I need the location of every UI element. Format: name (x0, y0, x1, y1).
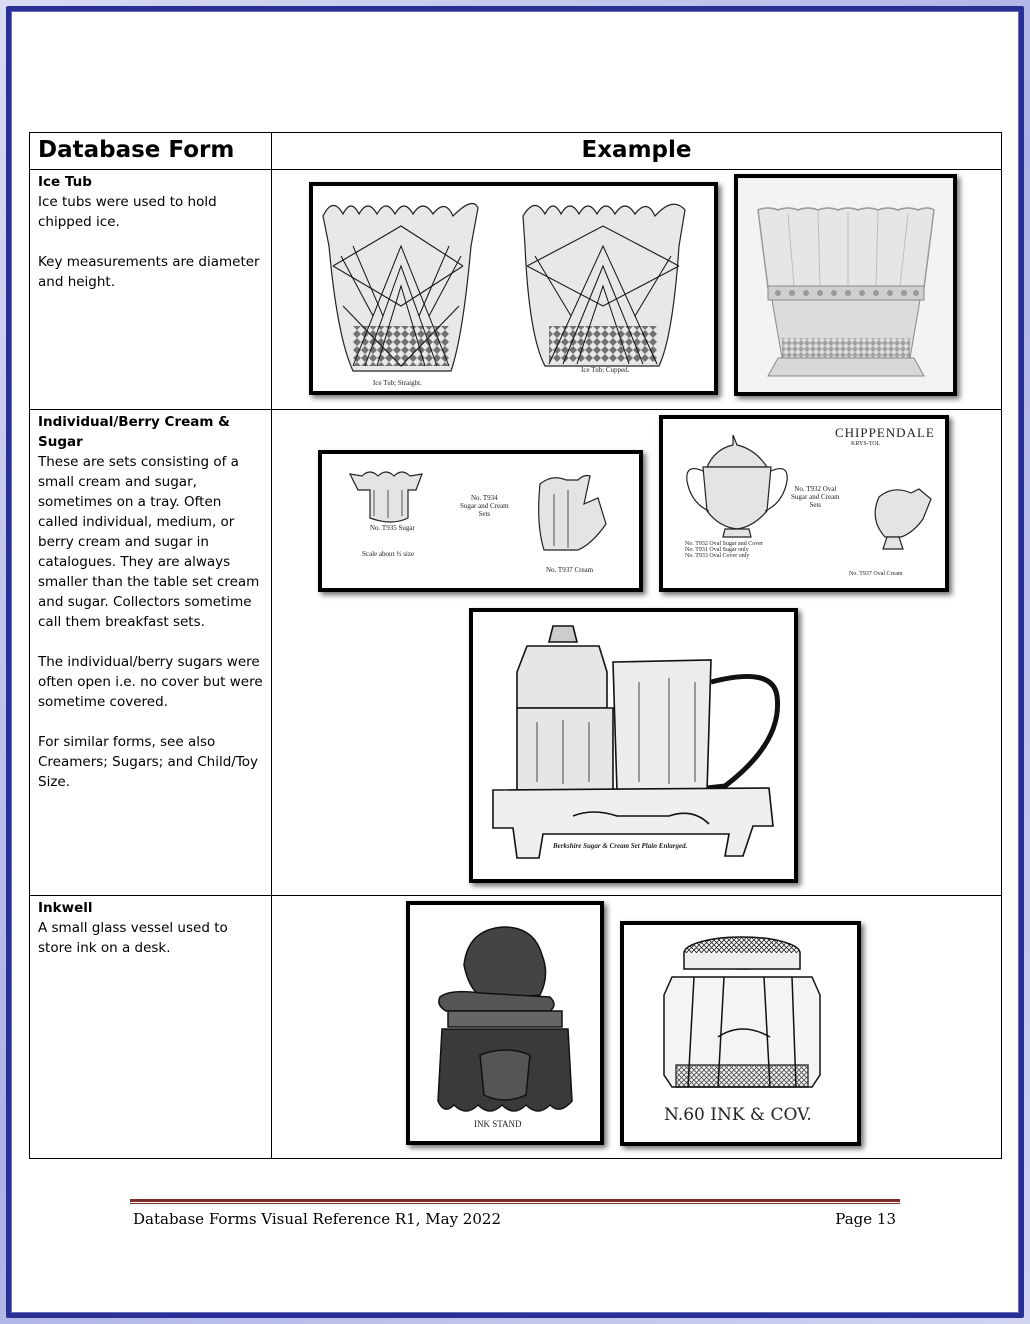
ink-stand-lion-drawing (410, 905, 600, 1141)
caption-krystol: KRYS-TOL (851, 441, 881, 447)
header-example: Example (272, 133, 1002, 170)
caption-t934-set: No. T934 Sugar and Cream Sets (460, 494, 509, 518)
caption-ice-tub-straight: Ice Tub; Straight. (373, 379, 422, 387)
ink-cover-image (620, 921, 861, 1146)
t934-catalogue-image (318, 450, 643, 592)
berry-paragraph-2: The individual/berry sugars were often open i.e. no cover but were sometime covered. (38, 654, 263, 710)
inkwell-description (30, 896, 272, 1159)
chippendale-catalogue-image (659, 415, 949, 592)
header-database-form: Database Form (30, 133, 272, 170)
caption-t937-cream: No. T937 Cream (546, 566, 594, 574)
term-berry-cream-sugar: Individual/Berry Cream & Sugar (38, 414, 230, 450)
caption-tray: Berkshire Sugar & Cream Set Plain Enlarged. (553, 842, 688, 850)
table-header-row (30, 133, 1002, 170)
forms-table (29, 132, 1002, 1159)
term-inkwell: Inkwell (38, 900, 93, 916)
ice-tub-photo (734, 174, 957, 396)
table-row-berry-cream-sugar (30, 410, 1002, 896)
caption-n60-ink: N.60 INK & COV. (664, 1105, 812, 1125)
term-ice-tub: Ice Tub (38, 174, 92, 190)
ice-tub-paragraph-1: Ice tubs were used to hold chipped ice. (38, 194, 217, 230)
berry-paragraph-1: These are sets consisting of a small cream and sugar, sometimes on a tray. Often called individual, medium, or berry cream and sugar in catalogues. They are always smaller than the table set cream and sugar. Collectors sometime call them breakfast sets. (38, 454, 260, 630)
berry-tray-drawing (473, 612, 794, 879)
ice-tub-paragraph-2: Key measurements are diameter and height. (38, 254, 260, 290)
footer-title: Database Forms Visual Reference R1, May 2022 (133, 1210, 501, 1228)
inkwell-examples (272, 896, 1002, 1159)
page-number: Page 13 (835, 1210, 896, 1228)
caption-t937-oval-cream: No. T937 Oval Cream (849, 571, 903, 577)
ice-tub-catalogue-image (309, 182, 718, 395)
ice-tub-drawing (313, 186, 714, 391)
table-row-ice-tub (30, 170, 1002, 410)
ice-tub-photo-glass (738, 178, 953, 392)
caption-t932-set: No. T932 Oval Sugar and Cream Sets (791, 485, 840, 509)
ice-tub-description (30, 170, 272, 410)
berry-cream-sugar-examples (272, 410, 1002, 896)
caption-t935-sugar: No. T935 Sugar (370, 524, 415, 532)
berry-paragraph-3: For similar forms, see also Creamers; Sugars; and Child/Toy Size. (38, 734, 259, 790)
caption-t932-list: No. T932 Oval Sugar and Cover No. T931 Oval Sugar only No. T933 Oval Cover only (685, 541, 763, 559)
berry-tray-image (469, 608, 798, 883)
inkwell-paragraph-1: A small glass vessel used to store ink on a desk. (38, 920, 228, 956)
ice-tub-examples (272, 170, 1002, 410)
footer-rule (130, 1199, 900, 1204)
berry-cream-sugar-description (30, 410, 272, 896)
ink-stand-image (406, 901, 604, 1145)
caption-ink-stand: INK STAND (474, 1119, 522, 1129)
table-row-inkwell (30, 896, 1002, 1159)
caption-scale: Scale about ½ size (362, 550, 415, 558)
caption-chippendale-brand: CHIPPENDALE (835, 425, 935, 440)
caption-ice-tub-cupped: Ice Tub; Cupped. (581, 366, 630, 374)
